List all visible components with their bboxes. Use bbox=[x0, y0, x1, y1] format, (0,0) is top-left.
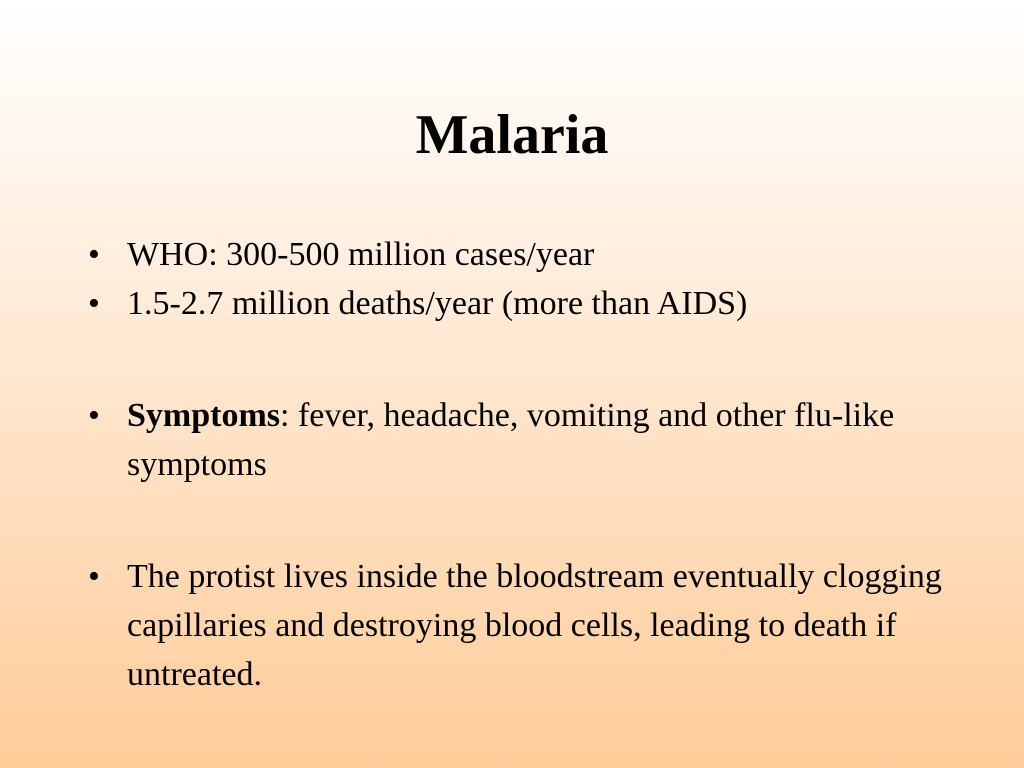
bullet-list bbox=[82, 230, 962, 699]
bullet-bold-lead: Symptoms bbox=[127, 397, 281, 434]
bullet-text: The protist lives inside the bloodstream eventually clogging capillaries and destroying blood cells, leading to death if untreated. bbox=[127, 558, 942, 693]
bullet-dot-icon: • bbox=[88, 236, 100, 273]
bullet-dot-icon: • bbox=[88, 285, 100, 322]
bullet-text: 1.5-2.7 million deaths/year (more than AIDS) bbox=[127, 285, 748, 322]
bullet-symptoms bbox=[82, 391, 962, 489]
bullet-who-cases bbox=[82, 230, 962, 279]
spacer bbox=[82, 328, 962, 391]
slide-title: Malaria bbox=[415, 104, 609, 166]
bullet-dot-icon: • bbox=[88, 397, 100, 434]
bullet-dot-icon: • bbox=[88, 558, 100, 595]
bullet-text: : fever, headache, vomiting and other flu-like symptoms bbox=[127, 397, 895, 483]
bullet-protist bbox=[82, 552, 962, 699]
spacer bbox=[82, 489, 962, 552]
bullet-text: WHO: 300-500 million cases/year bbox=[127, 236, 595, 273]
bullet-deaths bbox=[82, 279, 962, 328]
